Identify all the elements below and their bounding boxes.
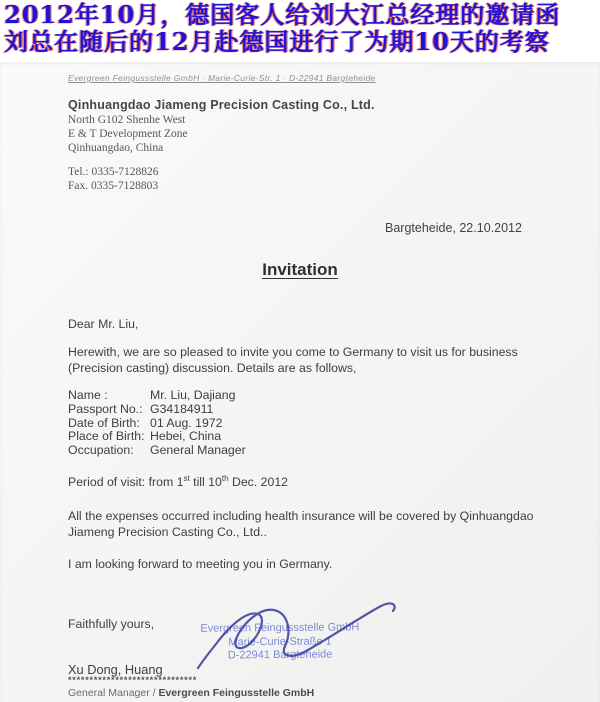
company-tel: Tel.: 0335-7128826 bbox=[68, 166, 159, 178]
stamp-line-3: D-22941 Bargteheide bbox=[227, 648, 333, 662]
letterhead-sender-line: Evergreen Feingussstelle GmbH · Marie-Curie-Str. 1 · D-22941 Bargteheide bbox=[68, 73, 376, 83]
detail-label: Date of Birth: bbox=[68, 415, 140, 430]
salutation: Dear Mr. Liu, bbox=[68, 317, 139, 331]
dotted-separator: ****************************** bbox=[68, 675, 198, 685]
detail-row-birthdate bbox=[68, 417, 246, 431]
detail-label: Passport No.: bbox=[68, 401, 143, 416]
visitor-details bbox=[68, 389, 246, 458]
company-address-line1: North G102 Shenhe West bbox=[68, 114, 186, 126]
detail-label: Place of Birth: bbox=[68, 429, 145, 444]
stamp-line-1: Evergreen Feingussstelle GmbH bbox=[200, 621, 360, 635]
letter-title: Invitation bbox=[262, 260, 338, 279]
place-and-date: Bargteheide, 22.10.2012 bbox=[385, 221, 522, 235]
company-address-line3: Qinhuangdao, China bbox=[68, 142, 164, 154]
detail-label: Name : bbox=[68, 388, 108, 402]
detail-label: Occupation: bbox=[68, 443, 134, 458]
valediction: Faithfully yours, bbox=[68, 617, 155, 631]
ordinal-superscript: st bbox=[183, 473, 190, 483]
company-fax: Fax. 0335-7128803 bbox=[68, 180, 159, 192]
detail-value: 01 Aug. 1972 bbox=[150, 415, 223, 430]
handwritten-signature bbox=[150, 592, 420, 672]
ordinal-superscript: th bbox=[221, 473, 229, 483]
detail-row-birthplace bbox=[68, 430, 246, 444]
signer-title: General Manager / Evergreen Feingusstelle GmbH bbox=[68, 687, 315, 699]
company-name: Qinhuangdao Jiameng Precision Casting Co., Ltd. bbox=[68, 98, 375, 112]
detail-value: General Manager bbox=[150, 443, 246, 458]
signer-name: Xu Dong, Huang bbox=[68, 662, 163, 677]
company-address-line2: E & T Development Zone bbox=[68, 128, 188, 140]
detail-value: G34184911 bbox=[150, 401, 214, 416]
expenses-paragraph: All the expenses occurred including health insurance will be covered by Qinhuangdao Jiameng Precision Casting Co., Ltd.. bbox=[68, 509, 534, 539]
detail-value: Hebei, China bbox=[150, 429, 222, 444]
period-of-visit: Period of visit: from 1st till 10th Dec. 2012 bbox=[68, 473, 289, 489]
detail-row-passport bbox=[68, 403, 246, 417]
caption-line-2: 刘总在随后的12月赴德国进行了为期10天的考察 bbox=[4, 27, 550, 56]
intro-paragraph: Herewith, we are so pleased to invite you come to Germany to visit us for business (Precision casting) discussion. Details are as follows, bbox=[68, 345, 518, 375]
caption-line-1: 2012年10月，德国客人给刘大江总经理的邀请函 bbox=[4, 0, 561, 29]
detail-value: Mr. Liu, Dajiang bbox=[150, 388, 236, 402]
signer-company-bold: Evergreen Feingusstelle GmbH bbox=[158, 687, 315, 699]
closing-line: I am looking forward to meeting you in Germany. bbox=[68, 557, 333, 571]
chinese-caption bbox=[0, 0, 600, 60]
stamp-line-2: Marie-Curie-Straße 1 bbox=[228, 635, 332, 648]
detail-row-name bbox=[68, 389, 246, 403]
letter-scan bbox=[0, 62, 600, 702]
detail-row-occupation bbox=[68, 444, 246, 458]
